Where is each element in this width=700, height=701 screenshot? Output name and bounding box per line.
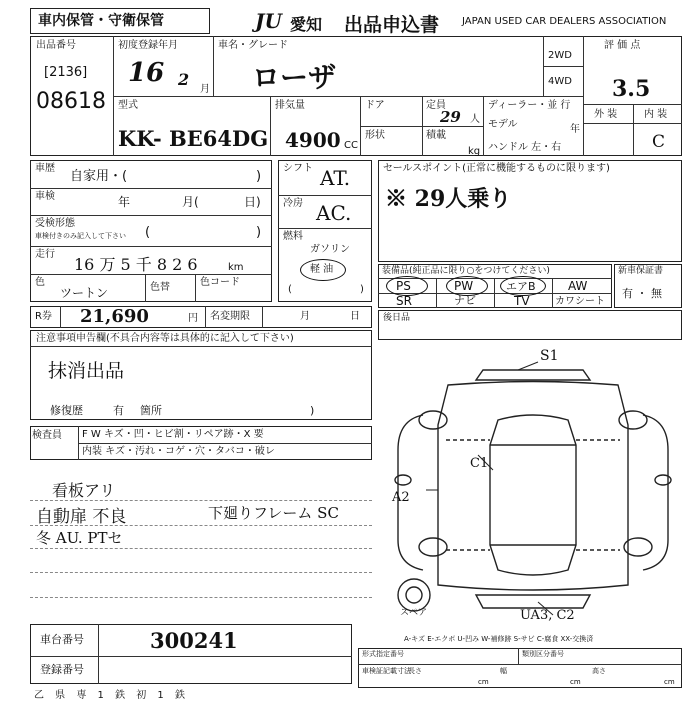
mileage-unit: km [228,262,244,273]
diagram-ann-left: A2 [392,490,410,505]
history-value: 自家用・( [70,169,128,184]
comment-line1: 看板アリ [52,481,116,500]
mileage-label: 走行 [35,249,55,260]
diagram-ann-bottom: UA3, C2 [520,608,575,623]
repair-place: 箇所 [140,404,162,417]
mileage-value: 16 万 5 千 8 2 6 [74,255,198,274]
repair-value: 有 [113,404,124,417]
recycle-label: R券 [35,311,52,322]
recycle-value: 21,690 [80,306,149,327]
fuel-circle [300,259,346,281]
drive-2wd: 2WD [548,50,572,61]
capacity-value: 29 [440,108,461,126]
cert-length-unit: cm [478,678,489,686]
diagram-ann-mid: C1 [470,456,489,471]
cert-height-unit: cm [664,678,675,686]
capacity-unit: 人 [470,114,480,125]
fuel-open: ( [288,284,292,295]
model-label: 型式 [118,100,138,111]
load-label: 積載 [426,130,446,141]
equip-ps: PS [396,279,411,293]
shift-value: AT. [320,166,351,190]
lot-number: 08618 [36,89,106,114]
checker-label: 検査員 [32,430,62,441]
displacement-value: 4900 [285,128,341,152]
equip-airbag-circle [500,276,546,296]
aircon-value: AC. [316,201,352,225]
fuel-diesel: 軽 油 [310,264,334,275]
assoc-name: JAPAN USED CAR DEALERS ASSOCIATION [462,16,667,27]
aircon-label: 冷房 [283,198,303,209]
comment-line2: 自動扉 不良 [36,507,127,527]
fuel-close: ) [360,284,364,295]
repair-label: 修復歴 [50,404,83,417]
first-reg-month-unit: 月 [200,84,210,95]
color-label: 色 [35,277,45,288]
load-unit: kg [468,146,481,157]
lot-code: [2136] [44,65,88,80]
first-reg-label: 初度登録年月 [118,40,178,51]
equipment-label: 装備品(純正品に限り○をつけてください) [382,266,550,276]
after-fitted-block [378,310,682,340]
name-change-month: 月 [300,311,310,322]
first-reg-month: 2 [178,70,190,89]
equip-pw-circle [446,276,488,296]
damage-legend: A-キズ E-エクボ U-凹み W-補修跡 S-サビ C-腐食 XX-交換済 [404,635,594,643]
cert-height: 高さ [592,667,606,675]
color-change-label: 色替 [150,282,170,293]
fuel-label: 燃料 [283,231,303,242]
car-name-label: 車名・グレード [218,40,288,51]
car-name-value: ローザ [252,61,337,94]
equip-aw: AW [568,279,588,293]
receipt-label: 受検形態 [35,218,75,229]
door-label: ドア [365,100,385,111]
model-year-unit: 年 [570,124,580,135]
receipt-open: ( [145,225,151,240]
form-title: 出品申込書 [344,14,440,36]
org-name: 愛知 [290,15,323,34]
cert-label2: 類別区分番号 [522,650,564,658]
selling-point-label: セールスポイント(正常に機能するものに限ります) [383,163,610,174]
capacity-label: 定員 [426,100,446,111]
history-label: 車歴 [35,163,55,174]
equip-airbag: エアB [506,280,536,293]
cert-length: 長さ [408,667,422,675]
notes-line1: 抹消出品 [48,360,125,382]
name-change-label: 名変期限 [210,311,250,322]
fuel-gasoline: ガソリン [310,244,350,255]
chassis-value: 300241 [150,628,238,653]
name-change-day: 日 [350,311,360,322]
displacement-label: 排気量 [275,100,305,111]
color-value: ツートン [60,286,109,300]
drive-4wd: 4WD [548,76,572,87]
rating-value: 3.5 [612,76,651,102]
shape-label: 形状 [365,130,385,141]
inspection-year: 年 [118,195,131,209]
equip-sr: SR [396,294,412,308]
color-code-label: 色コード [200,277,240,288]
checker-row1: F W キズ・凹・ヒビ割・リペア跡・X 要 [82,429,264,440]
first-reg-year: 16 [128,58,165,88]
displacement-unit: CC [344,140,358,151]
cert-label1: 形式指定番号 [362,650,404,658]
receipt-close: ) [256,225,262,240]
equip-navi: ナビ [454,294,476,307]
exterior-label: 外 装 [594,109,618,120]
model-year-label: モデル [488,119,518,130]
comment-line4: 下廻りフレーム SC [208,504,339,522]
equip-leather-seat: カワシート [555,296,605,307]
lot-label: 出品番号 [36,40,76,51]
comment-line3: 冬 AU. PTセ [36,529,123,547]
inspection-label: 車検 [35,191,55,202]
handle-label: ハンドル 左・右 [488,142,562,153]
registration-label: 登録番号 [40,663,84,676]
equip-tv: TV [514,294,530,308]
equip-pw: PW [454,279,474,293]
selling-point-value: ※ 29人乗り [385,186,512,212]
warranty-options: 有 ・ 無 [622,287,662,300]
shift-label: シフト [283,163,313,174]
rating-label: 評 価 点 [604,40,641,51]
recycle-unit: 円 [188,313,198,324]
after-fitted-label: 後日品 [383,313,411,323]
equip-ps-circle [386,276,428,296]
diagram-ann-top: S1 [540,348,559,364]
car-diagram [378,340,688,640]
repair-close: ) [310,404,315,417]
interior-label: 内 装 [644,109,668,120]
receipt-note: 車検付きのみ記入して下さい [35,232,126,240]
warranty-label: 新車保証書 [618,266,664,276]
model-value: KK- BE64DG [118,126,269,151]
checker-row2: 内装 キズ・汚れ・コゲ・穴・タバコ・破レ [82,446,275,457]
cert-label3: 車検証記載寸法 [362,667,411,675]
ju-logo: JU [255,9,282,33]
interior-value: C [652,132,666,152]
inspection-month: 月( [182,195,199,209]
cert-width-unit: cm [570,678,581,686]
dealer-label: ディーラー・並 行 [488,100,571,111]
spare-label: スペア [400,608,428,618]
cert-width: 幅 [500,667,507,675]
footer-text: 乙 県 専 1 鉄 初 1 鉄 [34,690,189,701]
notes-label: 注意事項申告欄(不具合内容等は具体的に記入して下さい) [36,333,294,344]
history-close: ) [256,169,262,184]
chassis-label: 車台番号 [40,633,84,646]
storage-label: 車内保管・守衛保管 [38,13,164,29]
inspection-day: 日) [244,195,261,209]
